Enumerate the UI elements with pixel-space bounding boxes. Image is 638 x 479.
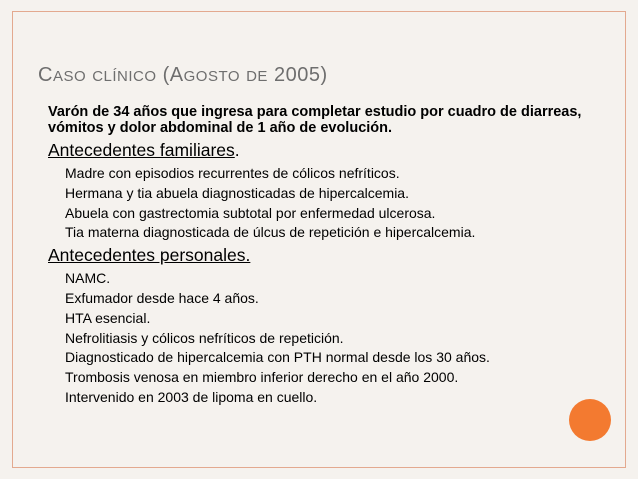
- personales-heading: [28, 245, 628, 266]
- list-item: [50, 329, 628, 349]
- list-item-text: Trombosis venosa en miembro inferior derecho en el año 2000.: [65, 369, 459, 386]
- list-item: [50, 388, 628, 408]
- list-item: [50, 368, 628, 388]
- list-item: [50, 348, 628, 368]
- intro-paragraph: [28, 104, 628, 136]
- list-item-text: Abuela con gastrectomia subtotal por enfermedad ulcerosa.: [65, 204, 436, 221]
- decorative-circle: [569, 399, 611, 441]
- list-item-text: NAMC.: [65, 270, 111, 287]
- familiares-heading-text: Antecedentes familiares: [48, 140, 235, 160]
- list-item-text: HTA esencial.: [65, 309, 151, 326]
- familiares-heading: Antecedentes familiares.: [48, 140, 240, 160]
- list-item: [50, 223, 628, 243]
- slide-content: [28, 104, 628, 410]
- list-item: [50, 309, 628, 329]
- list-item: [50, 204, 628, 224]
- list-item: [50, 184, 628, 204]
- list-item: [50, 269, 628, 289]
- familiares-list: [28, 164, 628, 243]
- slide-title: CASO CLÍNICO (AGOSTO DE 2005): [38, 64, 328, 86]
- personales-list: [28, 269, 628, 408]
- personales-heading-text: Antecedentes personales.: [48, 245, 251, 266]
- list-item: [50, 289, 628, 309]
- list-item-text: Hermana y tia abuela diagnosticadas de hipercalcemia.: [65, 184, 409, 201]
- list-item-text: Intervenido en 2003 de lipoma en cuello.: [65, 388, 318, 405]
- list-item-text: Madre con episodios recurrentes de cólicos nefríticos.: [65, 165, 400, 181]
- list-item: [50, 164, 628, 184]
- list-item-text: Tia materna diagnosticada de úlcus de repetición e hipercalcemia.: [65, 224, 476, 241]
- list-item-text: Exfumador desde hace 4 años.: [65, 289, 259, 306]
- intro-text: Varón de 34 años que ingresa para completar estudio por cuadro de diarreas, vómitos y dolor abdominal de 1 año de evolución.: [48, 104, 582, 136]
- list-item-text: Diagnosticado de hipercalcemia con PTH normal desde los 30 años.: [65, 349, 490, 366]
- list-item-text: Nefrolitiasis y cólicos nefríticos de repetición.: [65, 329, 344, 346]
